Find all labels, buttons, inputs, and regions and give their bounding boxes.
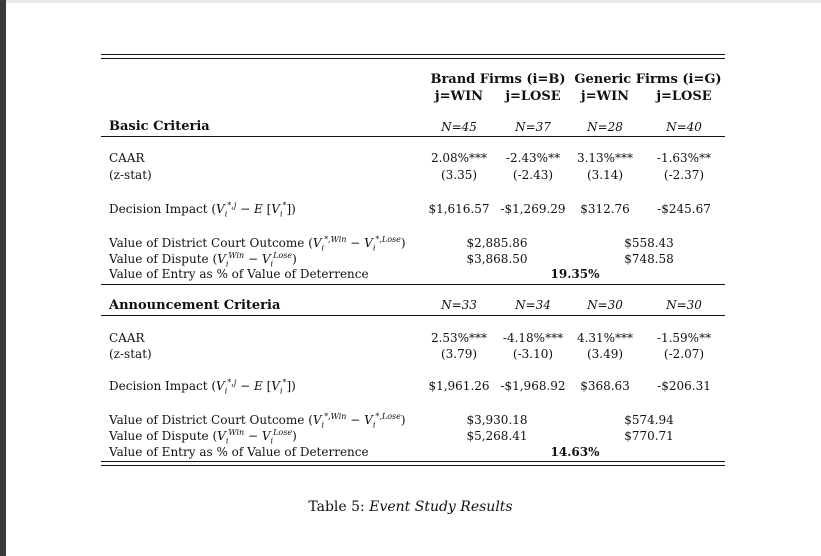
- ann-dispute-label: Value of Dispute $(V_i^{Win} - V_i^{Lose})$: [109, 428, 297, 446]
- ann-decision-generic-win: $368.63: [580, 379, 630, 393]
- ann-caar-brand-lose: -4.18%***: [502, 331, 564, 345]
- basic-z-brand-lose: (-2.43): [512, 168, 554, 182]
- basic-dispute-label: Value of Dispute $(V_i^{Win} - V_i^{Lose})$: [109, 251, 297, 269]
- basic-zstat-label: (z-stat): [109, 168, 152, 182]
- basic-z-brand-win: (3.35): [440, 168, 478, 182]
- basic-caar-generic-lose: -1.63%**: [656, 151, 712, 165]
- basic-dispute-brand: $3,868.50: [466, 252, 528, 266]
- generic-group-header: Generic Firms (i=G): [574, 72, 722, 87]
- ann-dispute-brand: $5,268.41: [466, 429, 528, 443]
- ann-caar-generic-lose: -1.59%**: [656, 331, 712, 345]
- ann-court-generic: $574.94: [624, 413, 674, 427]
- basic-n-generic-win: N=28: [587, 120, 623, 134]
- ann-entry-label: Value of Entry as % of Value of Deterrence: [109, 445, 369, 459]
- caption-title: Event Study Results: [369, 499, 513, 515]
- basic-court-brand: $2,885.86: [466, 236, 528, 250]
- basic-n-brand-lose: N=37: [515, 120, 551, 134]
- basic-entry-label: Value of Entry as % of Value of Deterrence: [109, 267, 369, 281]
- basic-caar-brand-win: 2.08%***: [430, 151, 488, 165]
- ann-dispute-generic: $770.71: [624, 429, 674, 443]
- basic-decision-generic-lose: -$245.67: [657, 202, 711, 216]
- generic-win-header: j=WIN: [580, 89, 630, 104]
- basic-caar-generic-win: 3.13%***: [576, 151, 634, 165]
- basic-dispute-generic: $748.58: [624, 252, 674, 266]
- ann-decision-brand-win: $1,961.26: [428, 379, 490, 393]
- basic-decision-generic-win: $312.76: [580, 202, 630, 216]
- top-rule-2: [101, 58, 725, 59]
- announcement-criteria-title: Announcement Criteria: [109, 298, 281, 313]
- basic-criteria-title: Basic Criteria: [109, 119, 210, 134]
- basic-entry-value: 19.35%: [550, 267, 600, 281]
- ann-decision-generic-lose: -$206.31: [657, 379, 711, 393]
- ann-entry-value: 14.63%: [550, 445, 600, 459]
- ann-z-generic-lose: (-2.07): [663, 347, 705, 361]
- ann-z-brand-lose: (-3.10): [512, 347, 554, 361]
- bottom-rule: [101, 461, 725, 462]
- section-divider: [101, 284, 725, 285]
- table-caption: [0, 499, 821, 515]
- ann-caar-label: CAAR: [109, 331, 145, 345]
- ann-court-brand: $3,930.18: [466, 413, 528, 427]
- top-edge: [0, 0, 821, 3]
- ann-caar-generic-win: 4.31%***: [576, 331, 634, 345]
- basic-court-label: Value of District Court Outcome $(V_i^{*,Win} - V_i^{*,Lose})$: [109, 235, 406, 253]
- basic-z-generic-lose: (-2.37): [663, 168, 705, 182]
- caption-prefix: Table 5:: [308, 499, 365, 515]
- announcement-rule: [101, 315, 725, 316]
- top-rule: [101, 54, 725, 55]
- bottom-rule-2: [101, 465, 725, 466]
- basic-caar-brand-lose: -2.43%**: [505, 151, 561, 165]
- basic-n-generic-lose: N=40: [666, 120, 702, 134]
- basic-decision-label: Decision Impact ($V_i^{*,j} - E$ $[V_i^*]$): [109, 201, 296, 219]
- generic-lose-header: j=LOSE: [656, 89, 712, 104]
- left-edge: [0, 0, 6, 556]
- ann-decision-label: Decision Impact ($V_i^{*,j} - E$ $[V_i^*]$): [109, 378, 296, 396]
- brand-win-header: j=WIN: [434, 89, 484, 104]
- ann-n-brand-lose: N=34: [515, 298, 551, 312]
- basic-n-brand-win: N=45: [441, 120, 477, 134]
- ann-n-generic-lose: N=30: [666, 298, 702, 312]
- brand-group-header: Brand Firms (i=B): [430, 72, 566, 87]
- basic-z-generic-win: (3.14): [586, 168, 624, 182]
- ann-n-generic-win: N=30: [587, 298, 623, 312]
- ann-court-label: Value of District Court Outcome $(V_i^{*,Win} - V_i^{*,Lose})$: [109, 412, 406, 430]
- brand-lose-header: j=LOSE: [505, 89, 561, 104]
- basic-court-generic: $558.43: [624, 236, 674, 250]
- ann-z-brand-win: (3.79): [440, 347, 478, 361]
- basic-rule: [101, 136, 725, 137]
- ann-decision-brand-lose: -$1,968.92: [500, 379, 566, 393]
- ann-n-brand-win: N=33: [441, 298, 477, 312]
- ann-caar-brand-win: 2.53%***: [430, 331, 488, 345]
- basic-caar-label: CAAR: [109, 151, 145, 165]
- basic-decision-brand-lose: -$1,269.29: [500, 202, 566, 216]
- ann-zstat-label: (z-stat): [109, 347, 152, 361]
- ann-z-generic-win: (3.49): [586, 347, 624, 361]
- basic-decision-brand-win: $1,616.57: [428, 202, 490, 216]
